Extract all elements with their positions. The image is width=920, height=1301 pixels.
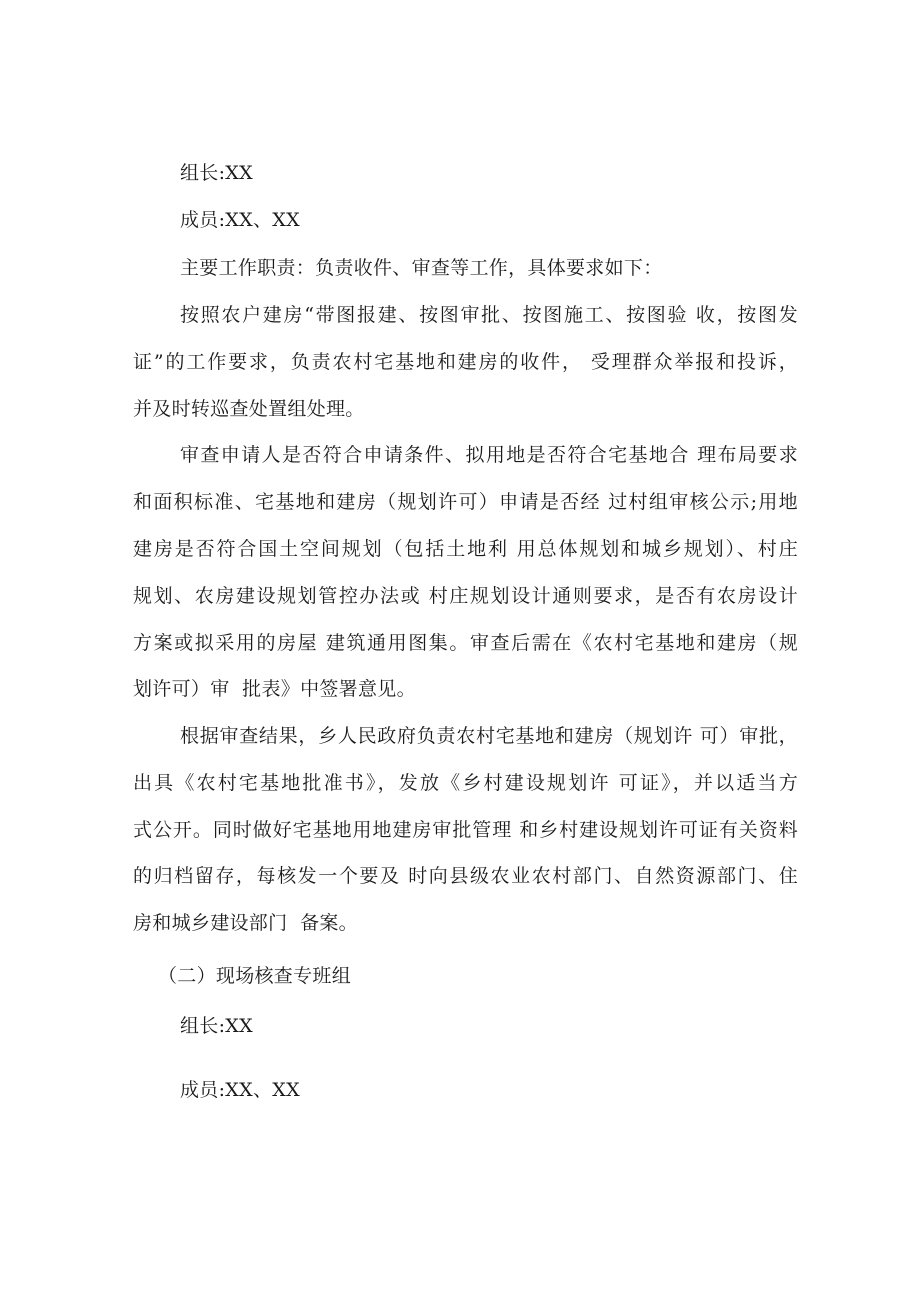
paragraph-line: 证”的工作要求，负责农村宅基地和建房的收件， 受理群众举报和投诉， <box>133 351 798 373</box>
team-members-line: 成员:XX、XX <box>180 1079 300 1101</box>
paragraph-line: 划许可）审 批表》中签署意见。 <box>133 678 416 700</box>
paragraph-line: 根据审查结果，乡人民政府负责农村宅基地和建房（规划许 可）审批， <box>180 725 798 747</box>
paragraph-line: 方案或拟采用的房屋 建筑通用图集。审查后需在《农村宅基地和建房（规 <box>133 632 798 654</box>
paragraph-line: 房和城乡建设部门 备案。 <box>133 912 358 934</box>
team-leader-line: 组长:XX <box>180 162 253 184</box>
paragraph-line: 和面积标准、宅基地和建房（规划许可）申请是否经 过村组审核公示;用地 <box>133 491 798 513</box>
paragraph-line: 式公开。同时做好宅基地用地建房审批管理 和乡村建设规划许可证有关资料 <box>133 819 798 841</box>
paragraph-line: 规划、农房建设规划管控办法或 村庄规划设计通则要求，是否有农房设计 <box>133 585 798 607</box>
team-members-line: 成员:XX、XX <box>180 209 300 231</box>
duties-heading: 主要工作职责：负责收件、审查等工作，具体要求如下： <box>180 257 663 279</box>
paragraph-line: 的归档留存，每核发一个要及 时向县级农业农村部门、自然资源部门、住 <box>133 865 798 887</box>
team-leader-line: 组长:XX <box>180 1015 253 1037</box>
paragraph-line: 审查申请人是否符合申请条件、拟用地是否符合宅基地合 理布局要求 <box>180 444 798 466</box>
paragraph-line: 按照农户建房“带图报建、按图审批、按图施工、按图验 收，按图发 <box>180 304 798 326</box>
paragraph-line: 出具《农村宅基地批准书》，发放《乡村建设规划许 可证》，并以适当方 <box>133 772 798 794</box>
section-heading: （二）现场核查专班组 <box>158 965 352 987</box>
paragraph-line: 建房是否符合国土空间规划（包括土地利 用总体规划和城乡规划）、村庄 <box>133 538 798 560</box>
paragraph-line: 并及时转巡查处置组处理。 <box>133 398 365 420</box>
